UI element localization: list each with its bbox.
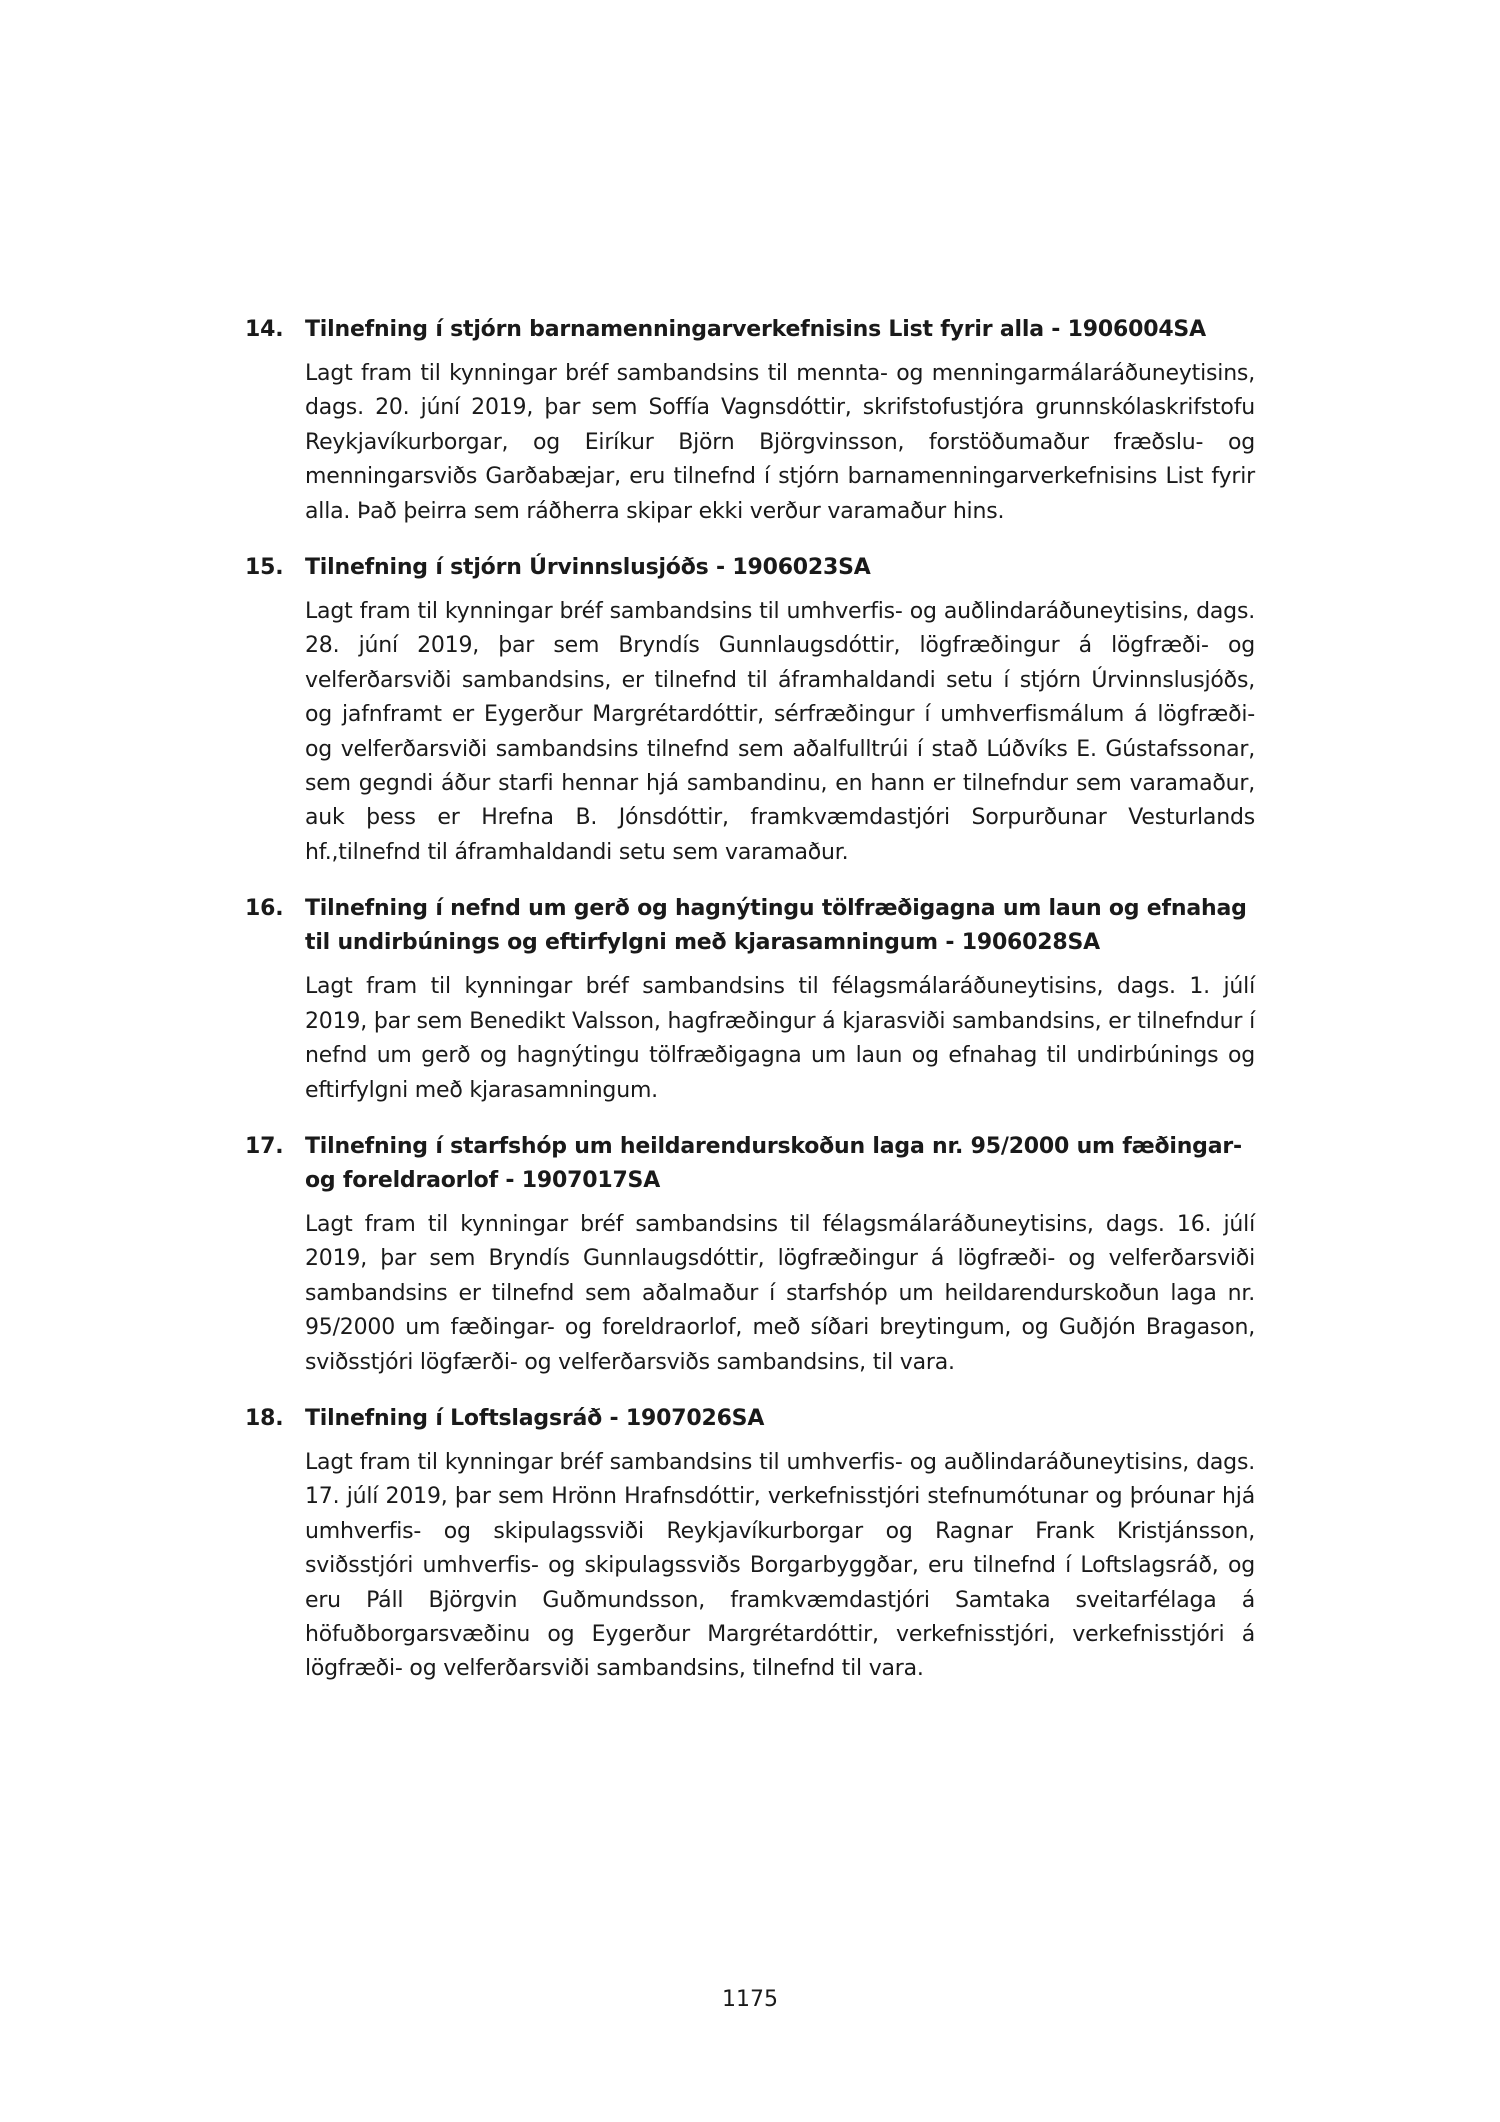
agenda-item-title: Tilnefning í nefnd um gerð og hagnýtingu tölfræðigagna um laun og efnahag til undirbúnings og eftirfylgni með kjarasamningum - 1906028SA [305, 896, 1247, 956]
agenda-item-title: Tilnefning í stjórn barnamenningarverkefnisins List fyrir alla - 1906004SA [305, 317, 1206, 342]
agenda-item [245, 551, 1255, 870]
agenda-item [245, 1402, 1255, 1687]
agenda-item [245, 1130, 1255, 1380]
agenda-item-body: Lagt fram til kynningar bréf sambandsins til félagsmálaráðuneytisins, dags. 1. júlí 2019, þar sem Benedikt Valsson, hagfræðingur á kjarasviði sambandsins, er tilnefndur í nefnd um gerð og hagnýtingu tölfræðigagna um laun og efnahag til undirbúnings og eftirfylgni með kjarasamningum. [305, 974, 1255, 1103]
agenda-item-title: Tilnefning í stjórn Úrvinnslusjóðs - 1906023SA [305, 555, 871, 581]
agenda-item-body: Lagt fram til kynningar bréf sambandsins til mennta- og menningarmálaráðuneytisins, dags. 20. júní 2019, þar sem Soffía Vagnsdóttir, skrifstofustjóra grunnskólaskrifstofu Reykjavíkurborgar, og Eiríkur Björn Björgvinsson, forstöðumaður fræðslu- og menningarsviðs Garðabæjar, eru tilnefnd í stjórn barnamenningarverkefnisins List fyrir alla. Það þeirra sem ráðherra skipar ekki verður varamaður hins. [305, 361, 1255, 524]
agenda-item-heading [245, 551, 1255, 585]
agenda-item-heading [245, 313, 1255, 347]
page-number: 1175 [722, 1987, 778, 2012]
agenda-item-title: Tilnefning í starfshóp um heildarendurskoðun laga nr. 95/2000 um fæðingar- og foreldraorlof - 1907017SA [305, 1133, 1242, 1193]
agenda-item-body: Lagt fram til kynningar bréf sambandsins til félagsmálaráðuneytisins, dags. 16. júlí 2019, þar sem Bryndís Gunnlaugsdóttir, lögfræðingur á lögfræði- og velferðarsviði sambandsins er tilnefnd sem aðalmaður í starfshóp um heildarendurskoðun laga nr. 95/2000 um fæðingar- og foreldraorlof, með síðari breytingum, og Guðjón Bragason, sviðsstjóri lögfærði- og velferðarsviðs sambandsins, til vara. [305, 1211, 1255, 1375]
agenda-item-number: 17. [245, 1133, 284, 1159]
agenda-item-heading [245, 1402, 1255, 1436]
agenda-item-body: Lagt fram til kynningar bréf sambandsins til umhverfis- og auðlindaráðuneytisins, dags. 17. júlí 2019, þar sem Hrönn Hrafnsdóttir, verkefnisstjóri stefnumótunar og þróunar hjá umhverfis- og skipulagssviði Reykjavíkurborgar og Ragnar Frank Kristjánsson, sviðsstjóri umhverfis- og skipulagssviðs Borgarbyggðar, eru tilnefnd í Loftslagsráð, og eru Páll Björgvin Guðmundsson, framkvæmdastjóri Samtaka sveitarfélaga á höfuðborgarsvæðinu og Eygerður Margrétardóttir, verkefnisstjóri, verkefnisstjóri á lögfræði- og velferðarsviði sambandsins, tilnefnd til vara. [305, 1449, 1255, 1682]
agenda-item-number: 15. [245, 555, 284, 581]
agenda-item-number: 18. [245, 1405, 284, 1431]
agenda-item-number: 16. [245, 896, 284, 922]
agenda-item [245, 892, 1255, 1108]
agenda-items [245, 313, 1255, 1709]
agenda-item-heading [245, 892, 1255, 960]
agenda-item-body: Lagt fram til kynningar bréf sambandsins til umhverfis- og auðlindaráðuneytisins, dags. 28. júní 2019, þar sem Bryndís Gunnlaugsdóttir, lögfræðingur á lögfræði- og velferðarsviði sambandsins, er tilnefnd til áframhaldandi setu í stjórn Úrvinnslusjóðs, og jafnframt er Eygerður Margrétardóttir, sérfræðingur í umhverfismálum á lögfræði- og velferðarsviði sambandsins tilnefnd sem aðalfulltrúi í stað Lúðvíks E. Gústafssonar, sem gegndi áður starfi hennar hjá sambandinu, en hann er tilnefndur sem varamaður, auk þess er Hrefna B. Jónsdóttir, framkvæmdastjóri Sorpurðunar Vesturlands hf.,tilnefnd til áframhaldandi setu sem varamaður. [305, 599, 1255, 865]
agenda-item-number: 14. [245, 317, 284, 342]
agenda-item [245, 313, 1255, 529]
agenda-item-heading [245, 1130, 1255, 1198]
agenda-item-title: Tilnefning í Loftslagsráð - 1907026SA [305, 1405, 765, 1431]
